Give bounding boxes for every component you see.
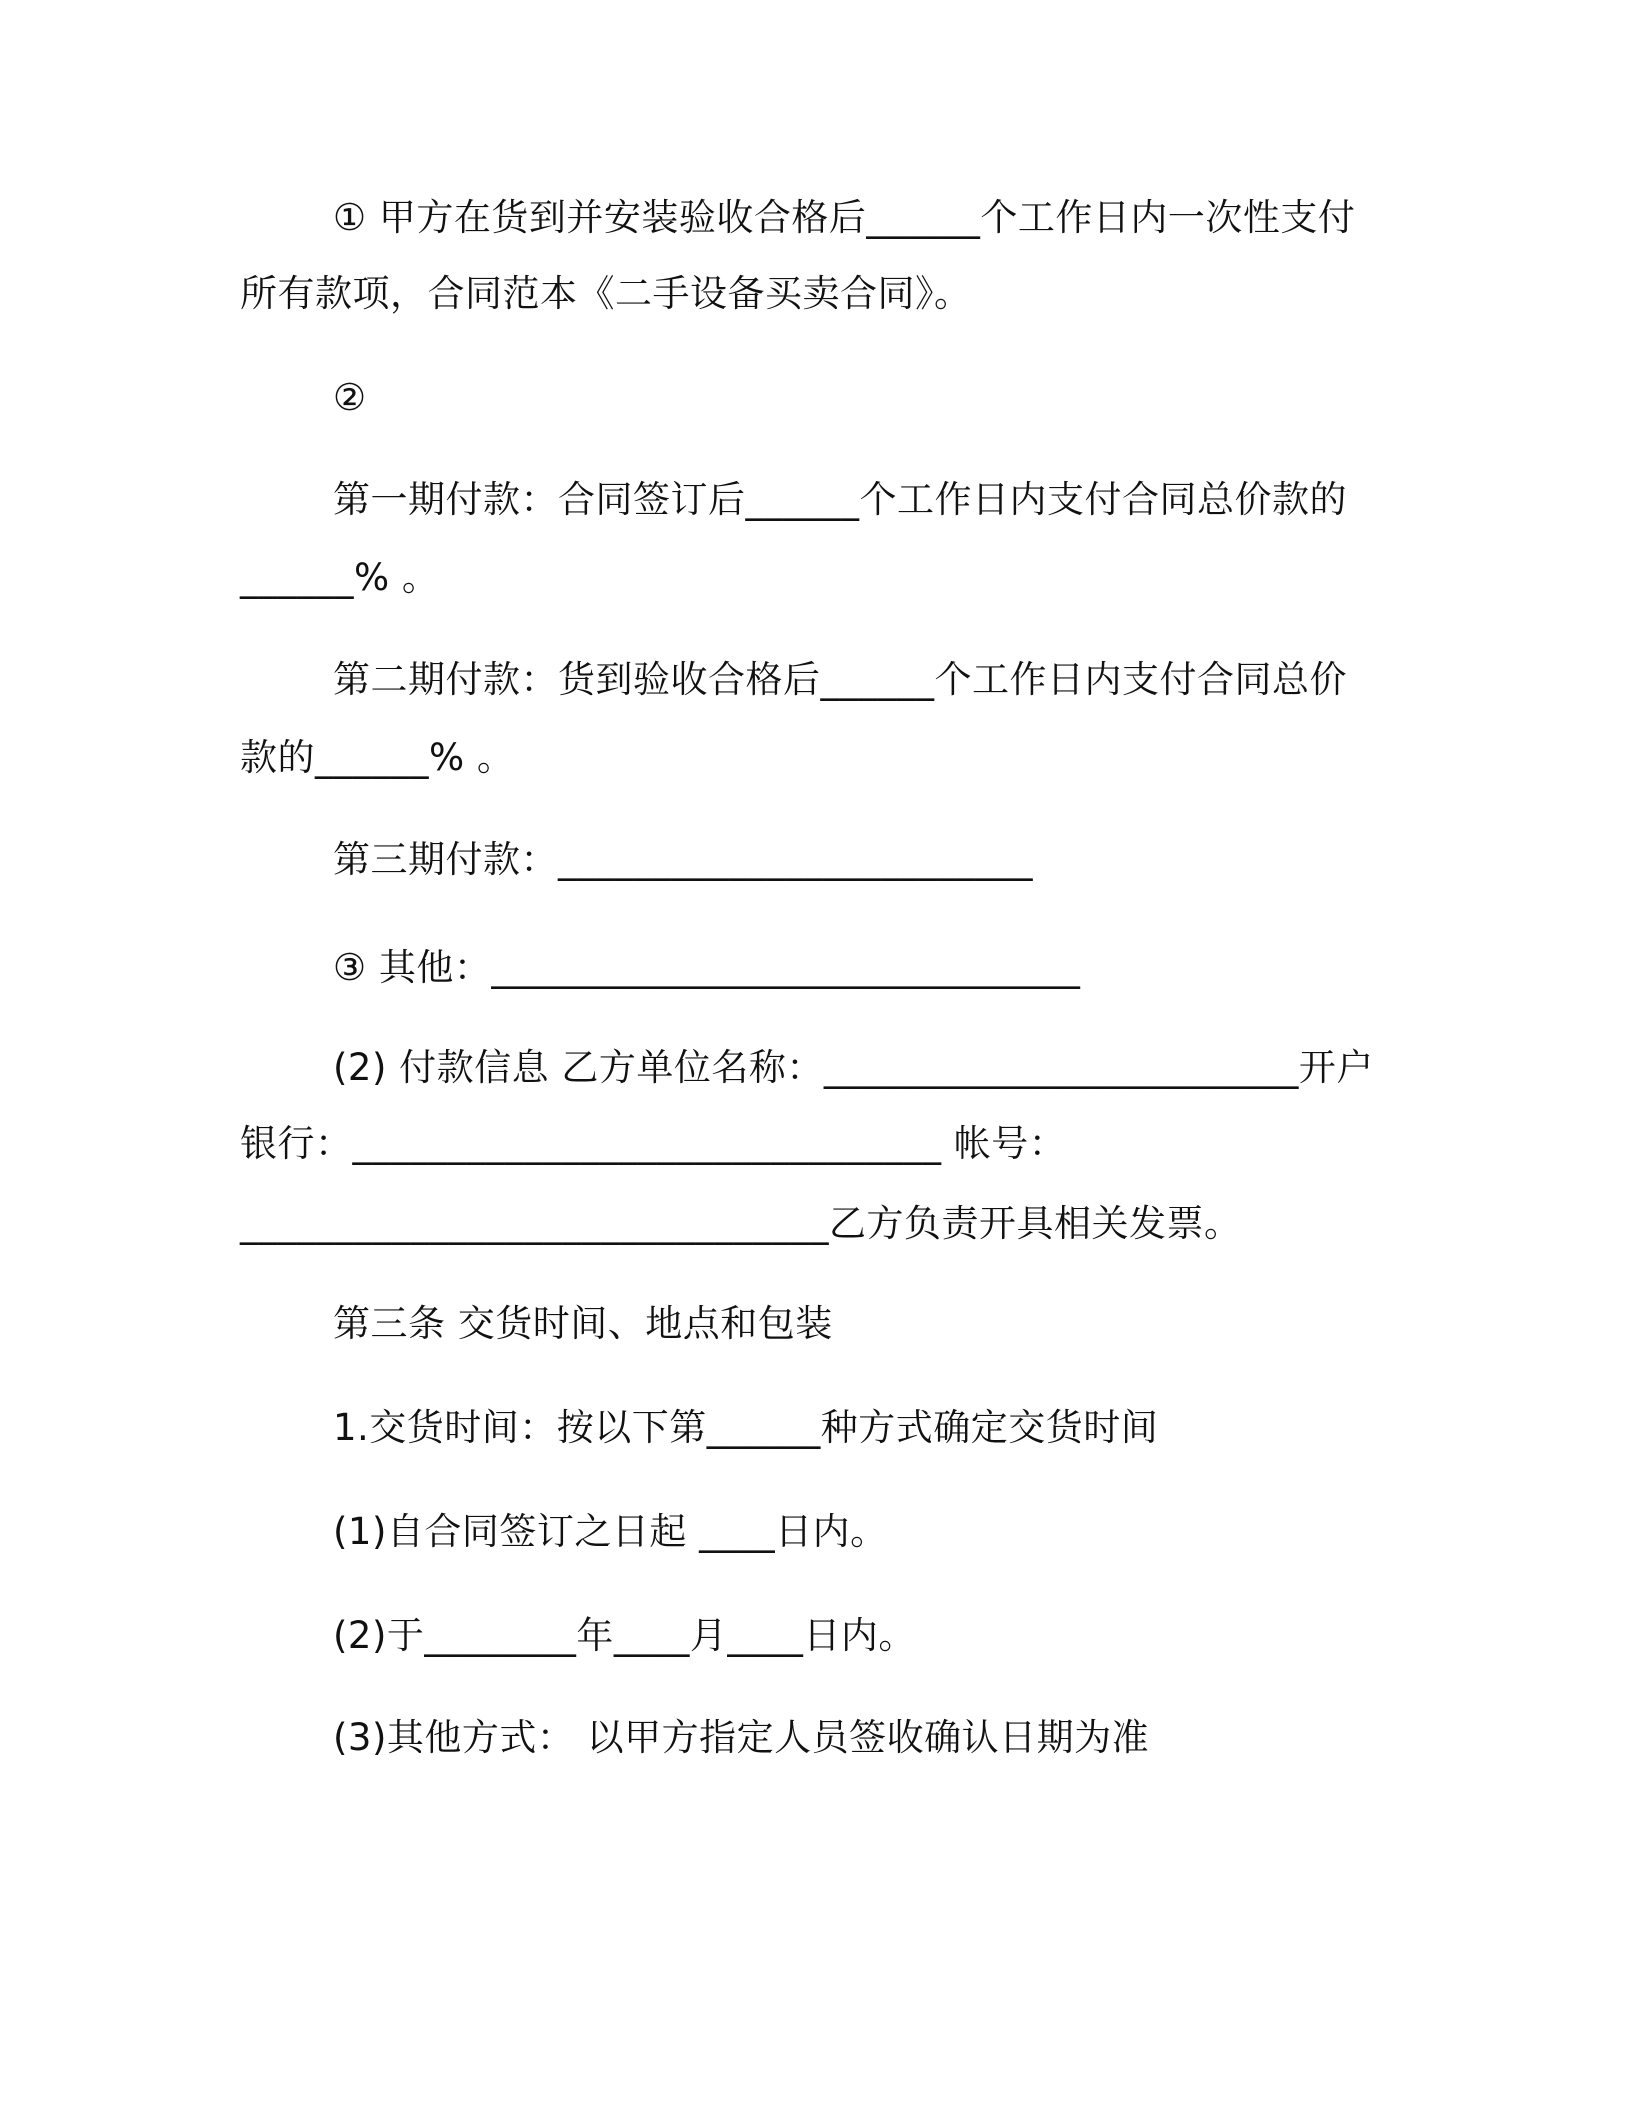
article-3-heading: 第三条 交货时间、地点和包装 [333, 1302, 833, 1345]
second-payment-line-2: 款的______% 。 [240, 736, 515, 779]
third-payment-line: 第三期付款：_________________________ [333, 838, 1033, 881]
second-payment-line-1: 第二期付款：货到验收合格后______个工作日内支付合同总价 [333, 658, 1347, 701]
first-payment-line-2: ______% 。 [240, 556, 440, 599]
clause-1-line-1: ① 甲方在货到并安装验收合格后______个工作日内一次性支付 [333, 196, 1356, 239]
delivery-time-line: 1.交货时间：按以下第______种方式确定交货时间 [333, 1406, 1159, 1449]
delivery-option-3: (3)其他方式： 以甲方指定人员签收确认日期为准 [333, 1716, 1150, 1759]
delivery-option-1: (1)自合同签订之日起 ____日内。 [333, 1510, 888, 1553]
clause-2-marker: ② [333, 376, 367, 419]
payment-info-line-3: _______________________________乙方负责开具相关发票。 [240, 1202, 1242, 1245]
first-payment-line-1: 第一期付款：合同签订后______个工作日内支付合同总价款的 [333, 478, 1347, 521]
payment-info-line-1: (2) 付款信息 乙方单位名称：_________________________开户 [333, 1046, 1374, 1089]
payment-info-line-2: 银行：_______________________________ 帐号： [240, 1122, 1067, 1165]
other-terms-line: ③ 其他：_______________________________ [333, 946, 1081, 989]
clause-1-line-2: 所有款项，合同范本《二手设备买卖合同》。 [240, 272, 972, 315]
delivery-option-2: (2)于________年____月____日内。 [333, 1614, 916, 1657]
